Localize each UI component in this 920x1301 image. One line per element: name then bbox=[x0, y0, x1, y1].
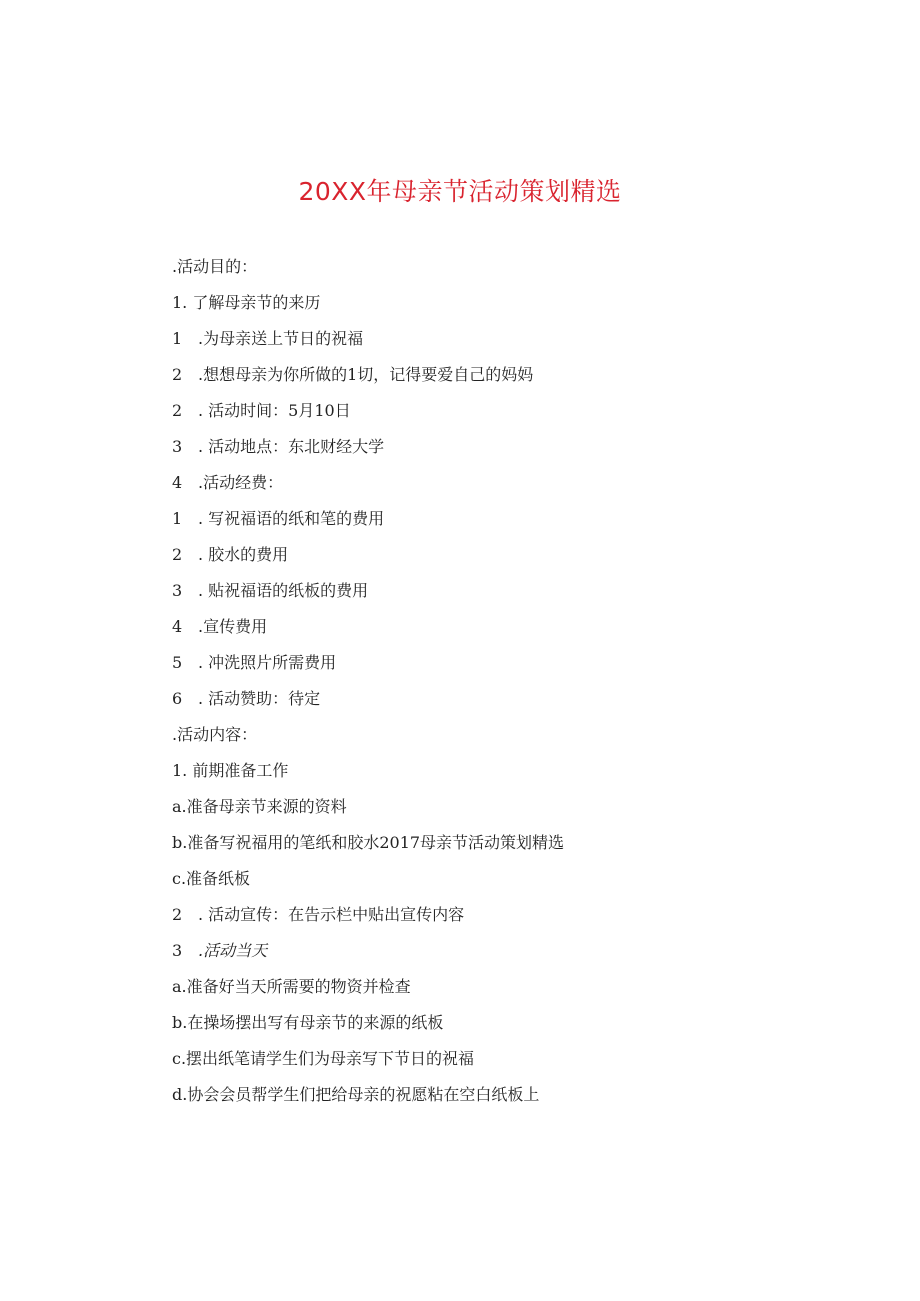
document-title: 20XX年母亲节活动策划精选 bbox=[298, 177, 622, 206]
list-item bbox=[172, 507, 812, 543]
item-text: . 胶水的费用 bbox=[198, 545, 289, 564]
item-number: 3 bbox=[172, 437, 183, 456]
list-item bbox=[172, 435, 812, 471]
item-text: a.准备好当天所需要的物资并检查 bbox=[172, 977, 411, 996]
list-item bbox=[172, 255, 812, 291]
item-text: a.准备母亲节来源的资料 bbox=[172, 797, 347, 816]
item-text: . 活动赞助：待定 bbox=[198, 689, 321, 708]
item-number: 6 bbox=[172, 689, 183, 708]
list-item bbox=[172, 615, 812, 651]
list-item bbox=[172, 795, 812, 831]
item-text: c.摆出纸笔请学生们为母亲写下节日的祝福 bbox=[172, 1049, 475, 1068]
list-item bbox=[172, 1011, 812, 1047]
list-item bbox=[172, 867, 812, 903]
list-item bbox=[172, 975, 812, 1011]
item-text: . 冲洗照片所需费用 bbox=[198, 653, 337, 672]
item-number: 3 bbox=[172, 941, 183, 960]
list-item bbox=[172, 723, 812, 759]
item-number: 3 bbox=[172, 581, 183, 600]
item-text: b.准备写祝福用的笔纸和胶水2017母亲节活动策划精选 bbox=[172, 833, 565, 852]
item-text: .想想母亲为你所做的1切，记得要爱自己的妈妈 bbox=[198, 365, 534, 384]
item-number: 2 bbox=[172, 545, 183, 564]
item-number: 5 bbox=[172, 653, 183, 672]
item-text: . 写祝福语的纸和笔的费用 bbox=[198, 509, 385, 528]
item-text: b.在操场摆出写有母亲节的来源的纸板 bbox=[172, 1013, 444, 1032]
list-item bbox=[172, 687, 812, 723]
list-item bbox=[172, 939, 812, 975]
item-number: 1 bbox=[172, 509, 183, 528]
list-item bbox=[172, 471, 812, 507]
list-item bbox=[172, 363, 812, 399]
list-item bbox=[172, 1083, 812, 1119]
list-item bbox=[172, 579, 812, 615]
item-text: .为母亲送上节日的祝福 bbox=[198, 329, 364, 348]
item-number: 2 bbox=[172, 365, 183, 384]
list-item bbox=[172, 1047, 812, 1083]
list-item bbox=[172, 399, 812, 435]
item-text: d.协会会员帮学生们把给母亲的祝愿粘在空白纸板上 bbox=[172, 1085, 540, 1104]
item-text: . 活动地点：东北财经大学 bbox=[198, 437, 385, 456]
item-number: 4 bbox=[172, 473, 183, 492]
item-text: .活动内容： bbox=[172, 725, 258, 744]
item-text: .活动当天 bbox=[198, 941, 268, 960]
item-number: 2 bbox=[172, 401, 183, 420]
item-text: 1. 了解母亲节的来历 bbox=[172, 293, 321, 312]
item-text: .活动目的： bbox=[172, 257, 258, 276]
list-item bbox=[172, 903, 812, 939]
item-text: c.准备纸板 bbox=[172, 869, 251, 888]
item-text: .活动经费： bbox=[198, 473, 284, 492]
item-text: . 贴祝福语的纸板的费用 bbox=[198, 581, 369, 600]
list-item bbox=[172, 327, 812, 363]
list-item bbox=[172, 651, 812, 687]
list-item bbox=[172, 831, 812, 867]
document-body bbox=[172, 255, 812, 1119]
list-item bbox=[172, 291, 812, 327]
item-text: 1. 前期准备工作 bbox=[172, 761, 289, 780]
list-item bbox=[172, 759, 812, 795]
item-number: 4 bbox=[172, 617, 183, 636]
item-number: 2 bbox=[172, 905, 183, 924]
item-number: 1 bbox=[172, 329, 183, 348]
item-text: .宣传费用 bbox=[198, 617, 268, 636]
list-item bbox=[172, 543, 812, 579]
item-text: . 活动宣传：在告示栏中贴出宣传内容 bbox=[198, 905, 465, 924]
item-text: . 活动时间：5月10日 bbox=[198, 401, 351, 420]
